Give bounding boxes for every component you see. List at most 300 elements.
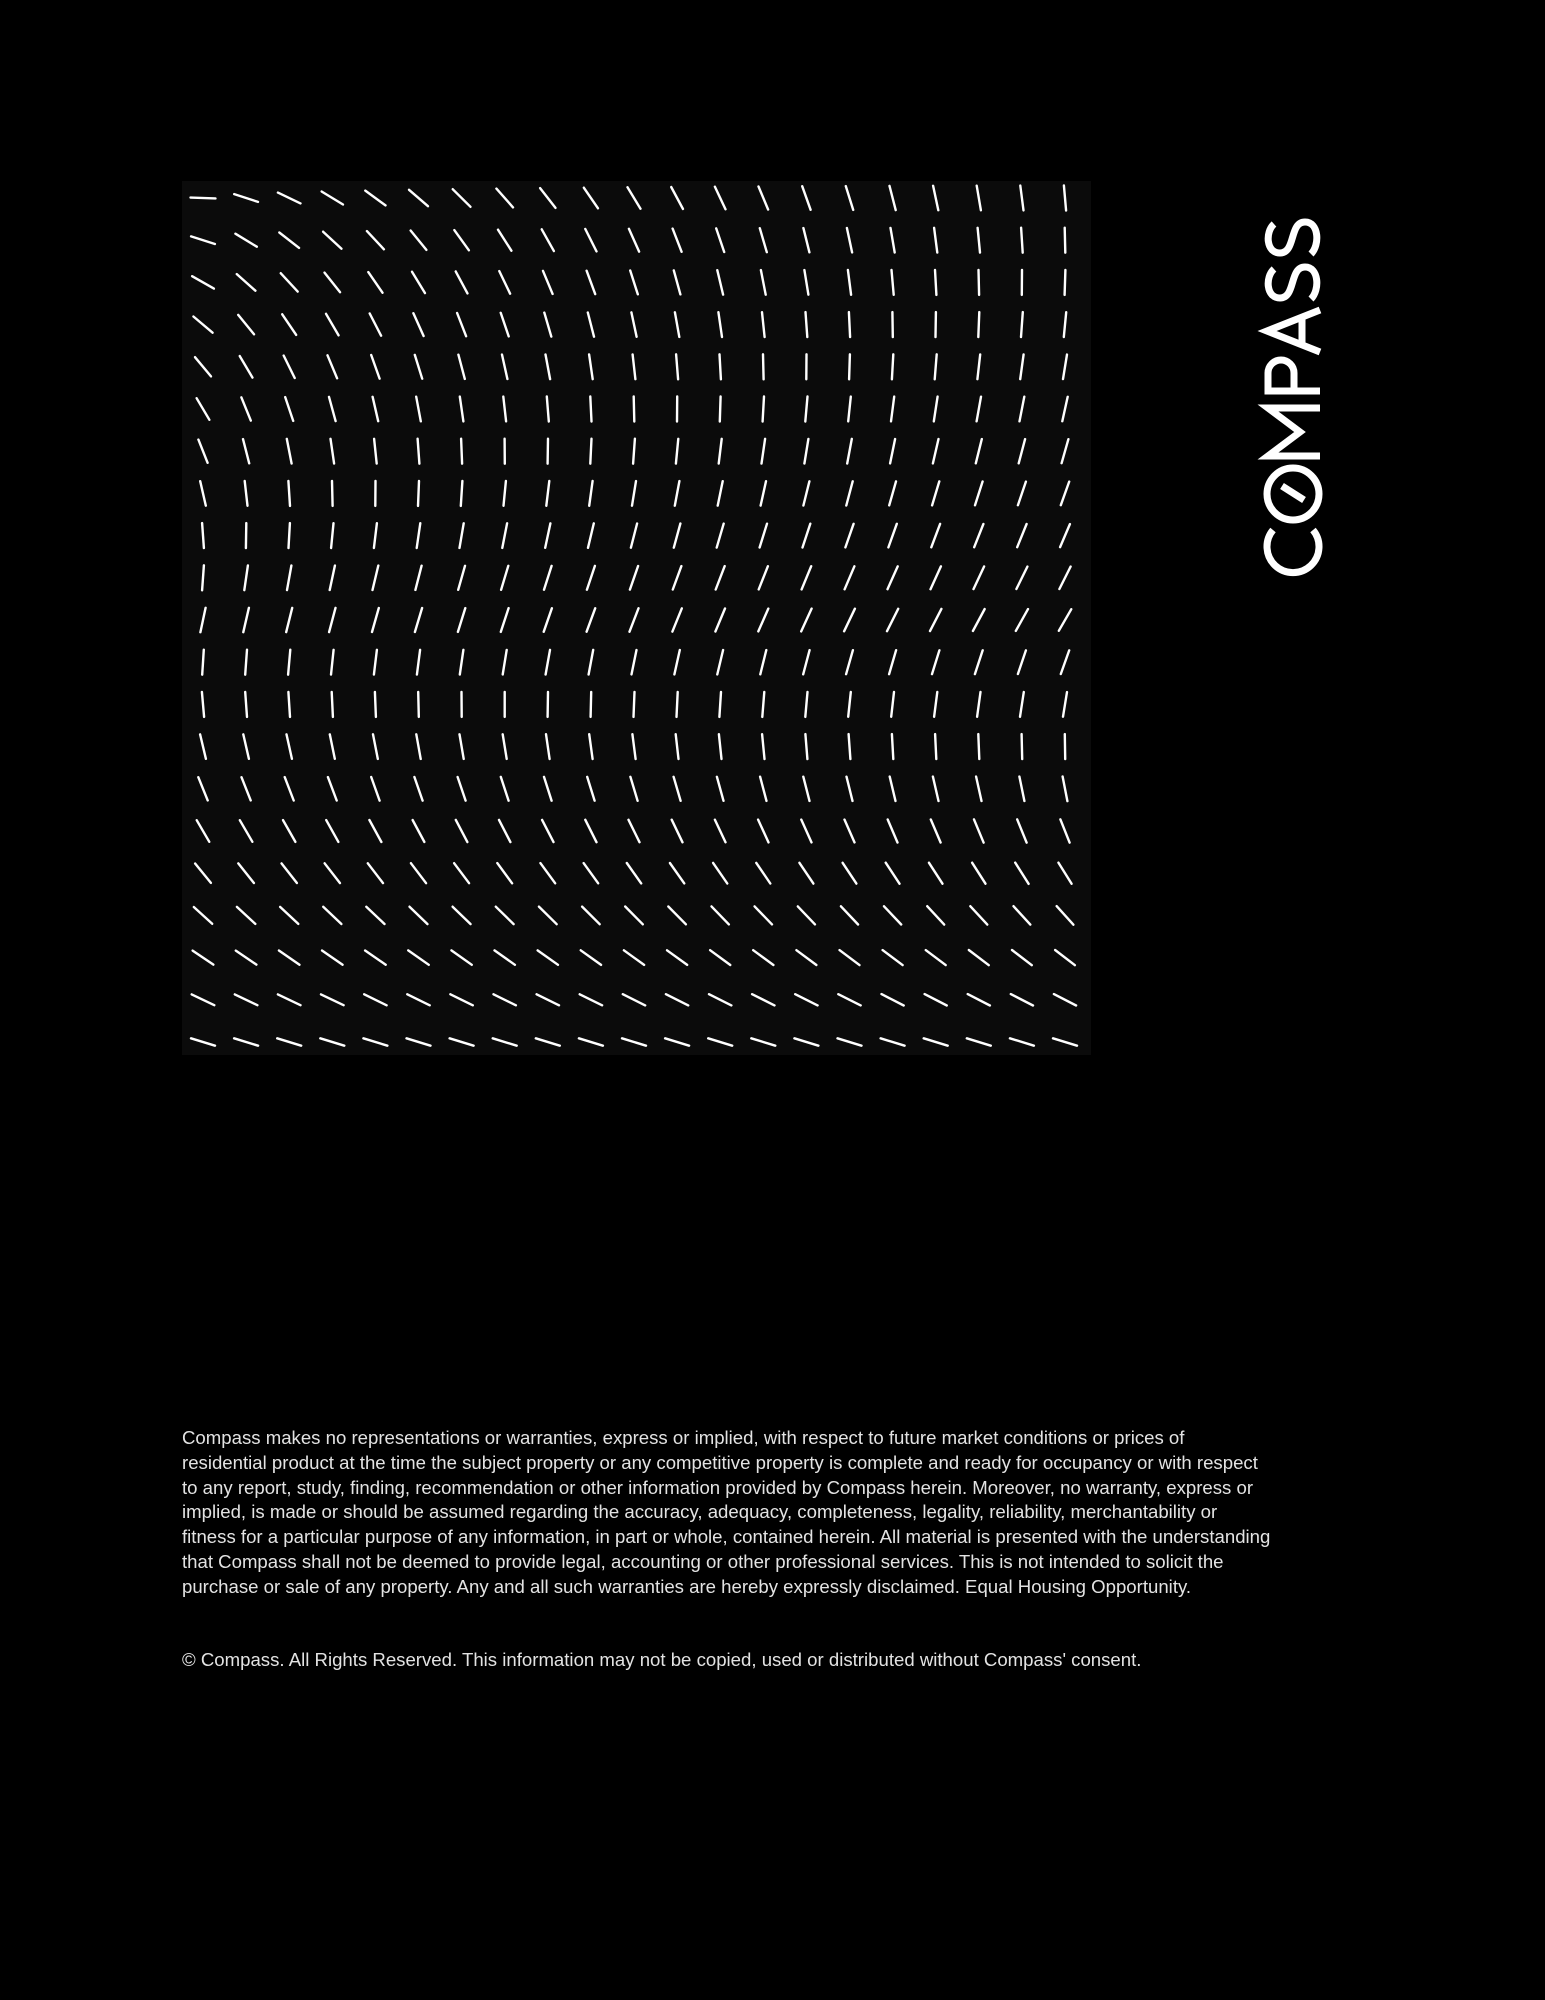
pattern-stroke (544, 777, 552, 801)
pattern-stroke (934, 692, 937, 717)
pattern-stroke (888, 524, 896, 548)
pattern-stroke (976, 777, 981, 801)
pattern-stroke (460, 397, 464, 422)
pattern-stroke (883, 950, 903, 965)
pattern-stroke (375, 692, 376, 717)
pattern-stroke (585, 229, 596, 251)
pattern-stroke (974, 524, 983, 547)
pattern-stroke (245, 481, 248, 506)
pattern-stroke (676, 734, 679, 759)
pattern-stroke (794, 1038, 818, 1045)
pattern-stroke (673, 229, 682, 252)
pattern-stroke (545, 523, 550, 547)
pattern-stroke (282, 863, 297, 883)
pattern-stroke (1064, 186, 1066, 211)
pattern-stroke (499, 820, 510, 842)
pattern-stroke (285, 397, 293, 421)
pattern-stroke (806, 312, 808, 337)
pattern-stroke (1062, 397, 1067, 421)
pattern-stroke (759, 187, 769, 210)
pattern-stroke (973, 609, 985, 631)
pattern-stroke (287, 734, 292, 758)
pattern-stroke (278, 193, 301, 204)
pattern-stroke (673, 566, 682, 589)
pattern-stroke (632, 734, 635, 759)
pattern-stroke (590, 439, 591, 464)
pattern-stroke (886, 863, 900, 884)
pattern-stroke (287, 439, 292, 464)
pattern-stroke (288, 481, 290, 506)
pattern-stroke (762, 692, 764, 717)
pattern-stroke (197, 820, 210, 842)
pattern-stroke (1062, 439, 1069, 463)
pattern-stroke (417, 650, 420, 675)
pattern-stroke (977, 354, 980, 379)
pattern-stroke (843, 863, 857, 884)
pattern-stroke (321, 994, 344, 1005)
pattern-stroke (278, 994, 301, 1005)
pattern-stroke (193, 317, 212, 333)
pattern-stroke (849, 354, 850, 379)
pattern-stroke (891, 692, 894, 717)
pattern-stroke (978, 734, 979, 759)
pattern-stroke (281, 273, 298, 291)
pattern-stroke (676, 354, 678, 379)
pattern-stroke (460, 734, 464, 759)
pattern-stroke (579, 1038, 603, 1045)
pattern-stroke (544, 313, 551, 337)
pattern-stroke (1063, 692, 1067, 717)
pattern-stroke (717, 650, 723, 674)
pattern-stroke (415, 355, 422, 379)
pattern-stroke (329, 608, 335, 632)
pattern-stroke (410, 907, 428, 924)
pattern-stroke (460, 650, 464, 675)
pattern-stroke (191, 198, 216, 199)
pattern-stroke (547, 397, 549, 422)
pattern-stroke (367, 231, 384, 249)
pattern-stroke (716, 228, 724, 252)
compass-logo-svg (1260, 160, 1326, 580)
pattern-stroke (630, 777, 637, 801)
pattern-stroke (847, 777, 853, 801)
pattern-stroke (717, 524, 724, 548)
pattern-stroke (417, 523, 421, 548)
pattern-stroke (1063, 777, 1068, 802)
pattern-stroke (588, 313, 594, 337)
pattern-stroke (977, 186, 981, 211)
pattern-stroke (974, 819, 984, 842)
pattern-stroke (540, 188, 555, 208)
pattern-stroke (234, 194, 258, 202)
pattern-stroke (761, 481, 766, 505)
pattern-stroke (1055, 950, 1075, 965)
pattern-stroke (546, 734, 550, 759)
pattern-stroke (235, 234, 256, 247)
pattern-stroke (803, 524, 811, 548)
pattern-stroke (243, 608, 249, 632)
pattern-stroke (288, 650, 290, 675)
pattern-stroke (798, 906, 815, 924)
pattern-stroke (332, 481, 333, 506)
pattern-stroke (929, 863, 943, 884)
pattern-stroke (1020, 354, 1023, 379)
pattern-stroke (372, 608, 379, 632)
pattern-stroke (240, 820, 253, 842)
pattern-stroke (891, 228, 895, 253)
pattern-stroke (458, 355, 464, 379)
pattern-stroke (756, 863, 770, 884)
pattern-stroke (584, 188, 598, 209)
pattern-stroke (888, 566, 898, 589)
pattern-stroke (374, 650, 377, 675)
pattern-stroke (888, 820, 898, 843)
pattern-stroke (720, 397, 721, 422)
pattern-stroke (238, 315, 254, 334)
pattern-stroke (323, 907, 341, 924)
pattern-stroke (891, 397, 894, 422)
legal-disclaimer: Compass makes no representations or warranties, express or implied, with respect to future market conditions or prices of residential product at the time the subject property or any competitive property is complete and ready for occupancy or with respect to any report, study, finding, recommendation or other information provided by Compass herein. Moreover, no warranty, express or implied, is made or should be assumed regarding the accuracy, adequacy, completeness, legality, reliability, merchantability or fitness for a particular purpose of any information, in part or whole, contained herein. All material is presented with the understanding that Compass shall not be deemed to provide legal, accounting or other professional services. This is not intended to solicit the purchase or sale of any property. Any and all such warranties are hereby expressly disclaimed. Equal Housing Opportunity. (182, 1427, 1271, 1597)
pattern-stroke (799, 863, 813, 884)
pattern-stroke (200, 481, 206, 505)
pattern-stroke (632, 650, 637, 674)
pattern-stroke (283, 820, 295, 842)
pattern-stroke (416, 734, 420, 759)
pattern-stroke (715, 609, 725, 632)
pattern-stroke (461, 439, 462, 464)
pattern-stroke (1011, 994, 1033, 1005)
pattern-stroke (587, 777, 594, 801)
pattern-stroke (848, 270, 851, 295)
pattern-stroke (889, 650, 896, 674)
pattern-stroke (374, 439, 377, 464)
pattern-stroke (927, 906, 944, 924)
pattern-stroke (370, 314, 381, 336)
pattern-stroke (191, 1038, 215, 1045)
pattern-stroke (192, 276, 214, 288)
pattern-stroke (502, 523, 507, 548)
pattern-stroke (287, 566, 291, 591)
pattern-stroke (1060, 819, 1069, 842)
pattern-stroke (495, 950, 515, 964)
pattern-stroke (587, 608, 596, 631)
pattern-stroke (968, 994, 990, 1005)
pattern-stroke (496, 907, 514, 924)
pattern-stroke (243, 439, 249, 463)
pattern-stroke (845, 566, 855, 589)
pattern-stroke (588, 523, 594, 547)
pattern-stroke (415, 608, 422, 632)
pattern-stroke (454, 230, 469, 250)
pattern-stroke (762, 734, 764, 759)
pattern-stroke (849, 312, 850, 337)
pattern-stroke (1065, 228, 1066, 253)
pattern-stroke (1010, 1038, 1034, 1045)
pattern-stroke (325, 273, 341, 293)
pattern-stroke (1015, 863, 1028, 884)
pattern-stroke (763, 397, 764, 422)
pattern-stroke (1061, 650, 1069, 674)
pattern-stroke (623, 994, 645, 1005)
pattern-stroke (288, 692, 290, 717)
pattern-stroke (848, 397, 851, 422)
pattern-stroke (1064, 312, 1066, 337)
pattern-stroke (412, 272, 425, 293)
pattern-stroke (753, 950, 773, 965)
pattern-stroke (719, 734, 722, 759)
pattern-stroke (1022, 734, 1023, 759)
pattern-stroke (890, 186, 896, 210)
pattern-stroke (364, 994, 386, 1005)
pattern-stroke (630, 566, 638, 590)
pattern-stroke (202, 523, 204, 548)
pattern-stroke (241, 397, 250, 420)
pattern-stroke (1014, 906, 1031, 924)
pattern-stroke (280, 907, 298, 924)
pattern-stroke (1065, 270, 1066, 295)
pattern-stroke (1061, 482, 1069, 506)
pattern-stroke (245, 650, 247, 675)
pattern-stroke (416, 397, 421, 422)
pattern-stroke (245, 692, 247, 717)
pattern-stroke (546, 355, 551, 380)
pattern-stroke (634, 397, 635, 422)
pattern-stroke (717, 777, 724, 801)
pattern-stroke (202, 692, 204, 717)
pattern-stroke (805, 397, 807, 422)
pattern-stroke (712, 906, 729, 924)
pattern-stroke (544, 608, 552, 632)
pattern-stroke (840, 950, 860, 965)
pattern-stroke (838, 994, 860, 1005)
pattern-stroke (978, 312, 979, 337)
pattern-stroke (804, 270, 808, 295)
pattern-stroke (803, 777, 809, 801)
pattern-stroke (581, 950, 601, 965)
pattern-stroke (330, 734, 335, 758)
pattern-stroke (1018, 650, 1026, 674)
line-pattern-svg (182, 181, 1091, 1055)
pattern-stroke (710, 950, 730, 965)
pattern-stroke (846, 481, 852, 505)
pattern-stroke (418, 692, 419, 717)
pattern-stroke (926, 950, 946, 965)
pattern-stroke (589, 481, 592, 506)
pattern-stroke (674, 777, 681, 801)
pattern-stroke (892, 354, 893, 379)
pattern-stroke (1021, 312, 1023, 337)
pattern-stroke (667, 950, 687, 965)
pattern-stroke (538, 950, 558, 964)
pattern-stroke (1017, 819, 1026, 842)
pattern-stroke (277, 1038, 301, 1045)
pattern-stroke (461, 481, 463, 506)
pattern-stroke (373, 734, 378, 759)
pattern-stroke (622, 1038, 646, 1045)
pattern-stroke (934, 228, 937, 253)
pattern-stroke (458, 777, 466, 801)
pattern-stroke (803, 481, 809, 505)
pattern-stroke (969, 950, 989, 965)
pattern-stroke (501, 608, 509, 632)
pattern-stroke (624, 950, 644, 965)
pattern-stroke (368, 272, 382, 293)
pattern-stroke (676, 439, 678, 464)
pattern-stroke (847, 439, 852, 464)
pattern-stroke (759, 566, 768, 589)
pattern-stroke (631, 312, 636, 336)
pattern-stroke (457, 313, 466, 336)
pattern-stroke (585, 820, 596, 842)
pattern-stroke (803, 228, 809, 252)
pattern-stroke (502, 355, 507, 379)
pattern-stroke (796, 950, 816, 965)
pattern-stroke (1020, 186, 1023, 211)
pattern-stroke (845, 820, 855, 843)
pattern-stroke (244, 565, 248, 590)
pattern-stroke (977, 397, 981, 422)
pattern-stroke (805, 692, 807, 717)
pattern-stroke (715, 820, 726, 843)
pattern-stroke (670, 863, 684, 883)
pattern-stroke (925, 994, 947, 1005)
pattern-stroke (1020, 397, 1025, 422)
pattern-stroke (497, 863, 512, 883)
pattern-stroke (325, 863, 340, 883)
pattern-stroke (368, 863, 383, 883)
pattern-stroke (631, 524, 637, 548)
copyright-notice: © Compass. All Rights Reserved. This information may not be copied, used or distributed without Compass' consent. (182, 1649, 1142, 1670)
pattern-stroke (890, 777, 896, 801)
pattern-stroke (282, 314, 296, 335)
pattern-stroke (197, 398, 210, 420)
pattern-stroke (192, 994, 215, 1005)
pattern-stroke (373, 397, 379, 421)
pattern-stroke (460, 523, 464, 548)
pattern-stroke (972, 863, 985, 884)
pattern-stroke (409, 190, 428, 206)
pattern-stroke (935, 354, 937, 379)
pattern-stroke (407, 1038, 431, 1045)
pattern-stroke (198, 440, 207, 463)
pattern-stroke (762, 439, 766, 464)
pattern-stroke (499, 271, 510, 294)
pattern-stroke (591, 692, 592, 717)
pattern-stroke (369, 820, 381, 842)
pattern-stroke (413, 313, 423, 336)
pattern-stroke (539, 907, 557, 925)
pattern-stroke (200, 734, 206, 758)
pattern-stroke (322, 951, 343, 965)
pattern-stroke (320, 1038, 344, 1045)
pattern-stroke (546, 650, 550, 675)
pattern-stroke (407, 994, 429, 1005)
pattern-stroke (627, 863, 641, 883)
pattern-stroke (672, 608, 681, 631)
pattern-stroke (717, 270, 723, 294)
pattern-stroke (1060, 524, 1070, 547)
pattern-stroke (411, 231, 427, 250)
pattern-stroke (540, 863, 555, 883)
pattern-stroke (760, 524, 767, 548)
pattern-stroke (289, 523, 290, 548)
pattern-stroke (323, 232, 341, 249)
pattern-stroke (931, 820, 941, 843)
pattern-stroke (240, 356, 253, 378)
pattern-stroke (675, 312, 679, 337)
pattern-stroke (1019, 777, 1024, 801)
pattern-stroke (234, 1038, 258, 1045)
pattern-stroke (935, 734, 936, 759)
pattern-stroke (882, 994, 904, 1005)
pattern-stroke (632, 481, 636, 506)
pattern-stroke (503, 397, 506, 422)
pattern-stroke (846, 186, 853, 210)
pattern-stroke (322, 192, 343, 205)
pattern-stroke (501, 313, 509, 337)
pattern-stroke (366, 907, 384, 924)
pattern-stroke (1059, 609, 1072, 631)
pattern-stroke (365, 951, 386, 965)
pattern-stroke (675, 481, 680, 506)
pattern-stroke (665, 1038, 689, 1045)
pattern-stroke (934, 397, 938, 422)
pattern-stroke (1021, 228, 1023, 253)
pattern-stroke (933, 186, 938, 210)
pattern-stroke (1016, 609, 1028, 631)
pattern-stroke (328, 777, 337, 800)
pattern-stroke (589, 650, 594, 675)
compass-logo (1260, 160, 1326, 580)
pattern-stroke (451, 950, 471, 964)
pattern-stroke (456, 820, 468, 842)
pattern-stroke (931, 524, 940, 547)
pattern-stroke (195, 357, 211, 376)
pattern-stroke (844, 609, 855, 632)
pattern-stroke (805, 734, 807, 759)
pattern-stroke (408, 950, 429, 964)
pattern-stroke (630, 271, 638, 295)
pattern-stroke (841, 906, 858, 924)
pattern-stroke (200, 608, 205, 632)
pattern-stroke (848, 692, 851, 717)
pattern-stroke (974, 567, 985, 590)
pattern-stroke (411, 863, 426, 883)
pattern-stroke (625, 907, 643, 925)
pattern-stroke (415, 566, 421, 590)
pattern-stroke (494, 994, 516, 1005)
pattern-stroke (847, 228, 852, 252)
pattern-stroke (1053, 1038, 1077, 1045)
pattern-stroke (450, 1038, 474, 1045)
pattern-stroke (838, 1038, 862, 1045)
pattern-stroke (846, 650, 853, 674)
pattern-stroke (496, 189, 513, 208)
pattern-stroke (458, 566, 465, 590)
pattern-stroke (674, 524, 681, 548)
pattern-stroke (286, 608, 292, 632)
pattern-stroke (544, 566, 552, 590)
pattern-stroke (762, 312, 765, 337)
pattern-stroke (1017, 524, 1026, 547)
pattern-stroke (713, 863, 727, 884)
pattern-stroke (802, 566, 812, 589)
pattern-stroke (418, 481, 419, 506)
pattern-stroke (454, 863, 469, 883)
pattern-stroke (795, 994, 817, 1005)
pattern-stroke (503, 650, 507, 675)
pattern-stroke (708, 1038, 732, 1045)
